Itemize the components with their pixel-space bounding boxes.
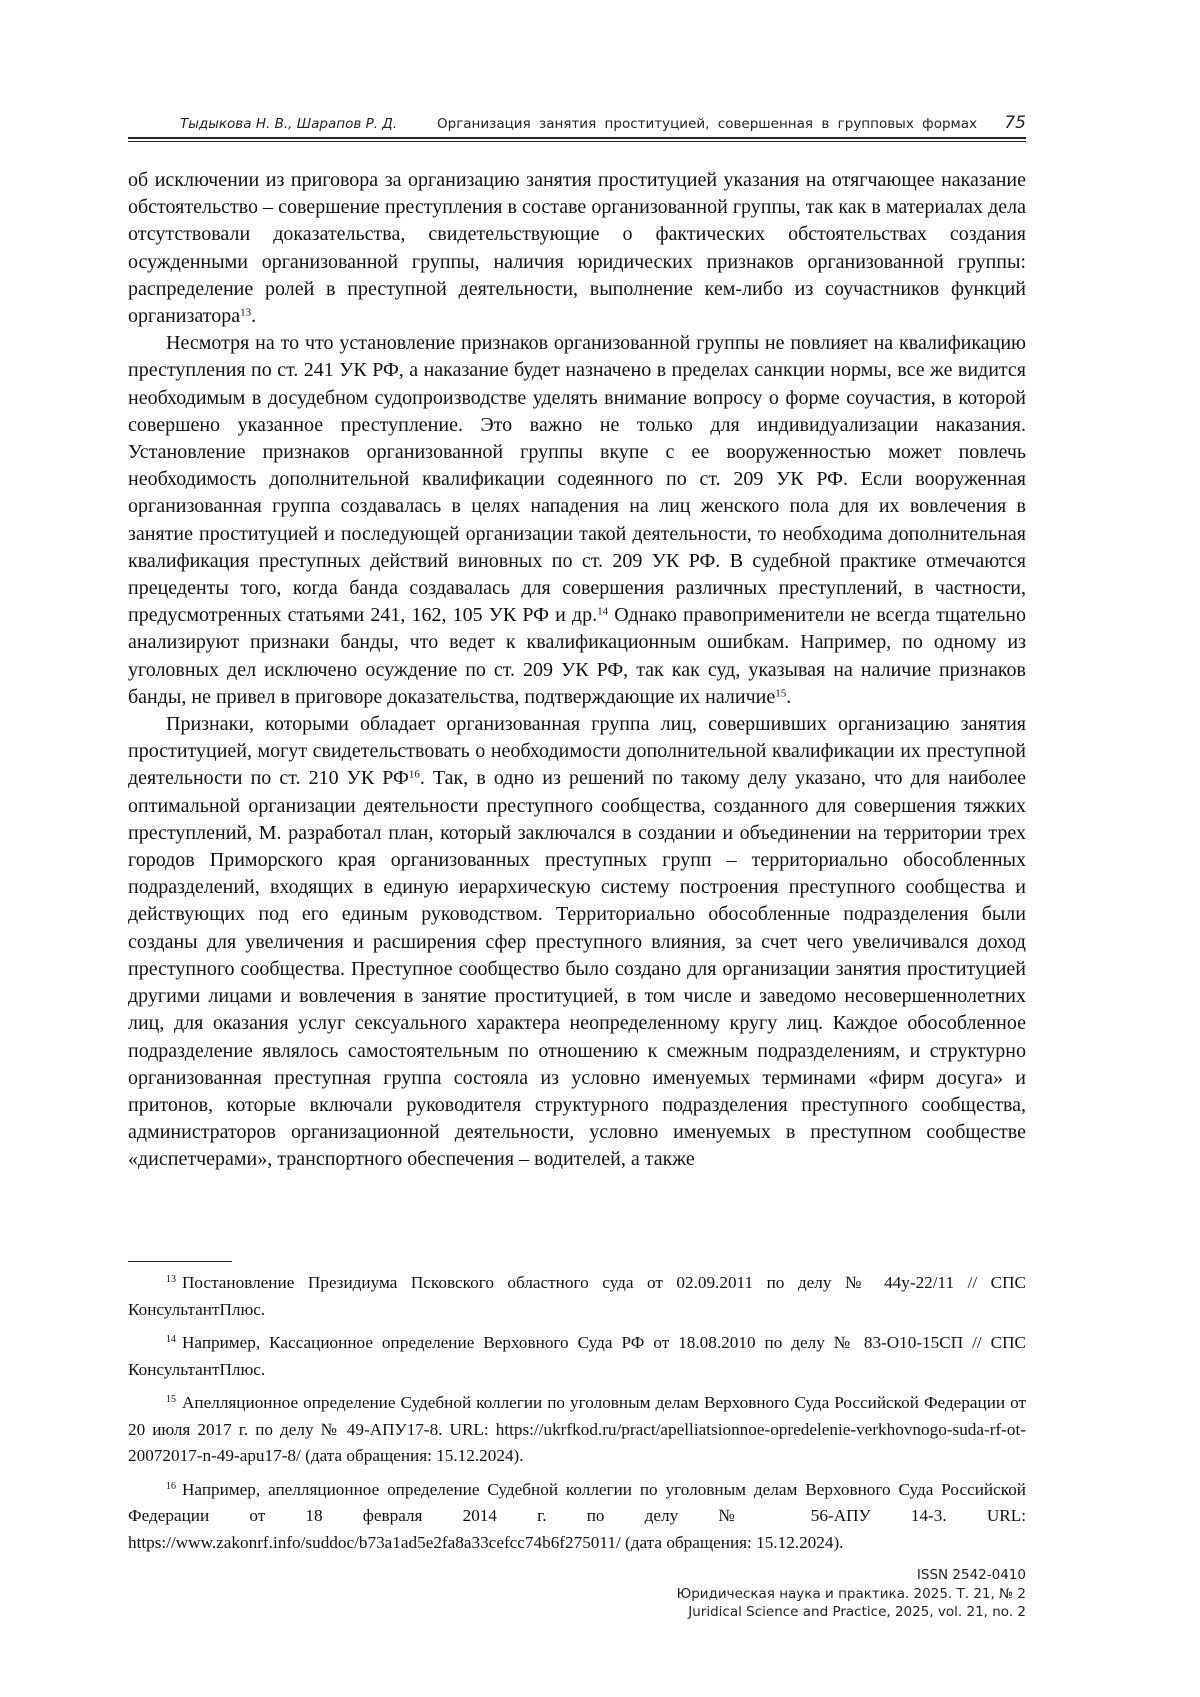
footnote-ref-15[interactable]: 15 (775, 687, 787, 700)
paragraph-2: Несмотря на то что установление признаков организованной группы не повлияет на квалификацию преступления по ст. 241 УК РФ, а наказание будет назначено в пределах санкции нормы, все же видится необходимым в досудебном судопроизводстве уделять внимание вопросу о форме соучастия, в которой совершено указанное преступление. Это важно не только для индивидуализации наказания. Установление признаков организованной группы вкупе с ее вооруженностью может повлечь необходимость дополнительной квалификации содеянного по ст. 209 УК РФ. Если вооруженная организованная группа создавалась в целях нападения на лиц женского пола для их вовлечения в занятие проституцией и последующей организации такой деятельности, то необходима дополнительная квалификация преступных действий виновных по ст. 209 УК РФ. В судебной практике отмечаются прецеденты того, когда банда создавалась для совершения различных преступлений, в частности, предусмотренных статьями 241, 162, 105 УК РФ и др.$^{14}$ Однако правоприменители не всегда тщательно анализируют признаки банды, что ведет к квалификационным ошибкам. Например, по одному из уголовных дел исключено осуждение по ст. 209 УК РФ, так как суд, указывая на наличие признаков банды, не привел в приговоре доказательства, подтверждающие их наличие$^{15}$. (128, 332, 1026, 708)
journal-citation-ru: Юридическая наука и практика. 2025. Т. 21, № 2 (676, 1585, 1026, 1602)
paragraph-1: об исключении из приговора за организацию занятия проституцией указания на отягчающее наказание обстоятельство – совершение преступления в составе организованной группы, так как в материалах дела отсутствовали доказательства, свидетельствующие о фактических обстоятельствах создания осужденными организованной группы, наличия юридических признаков организованной группы: распределение ролей в преступной деятельности, выполнение кем-либо из соучастников функций организатора$^{13}$. (128, 169, 1026, 328)
footnote-16: $^{16}$ Например, апелляционное определение Судебной коллегии по уголовным делам Верховного Суда Российской Федерации от 18 февраля 2014 г. по делу № 56-АПУ 14-3. URL: https://www.zakonrf.info/suddoc/b73a1ad5e2fa8a33cefcc74b6f275011/ (дата обращения: 15.12.2024). (128, 1479, 1026, 1552)
footnote-ref-16[interactable]: 16 (408, 768, 420, 781)
running-head-title: Организация занятия проституцией, совершенная в групповых формах (437, 116, 977, 132)
footnote-ref-14[interactable]: 14 (597, 605, 609, 618)
running-head-authors: Тыдыкова Н. В., Шарапов Р. Д. (180, 116, 398, 132)
footnote-15: $^{15}$ Апелляционное определение Судебной коллегии по уголовным делам Верховного Суда Российской Федерации от 20 июля 2017 г. по делу № 49-АПУ17-8. URL: https://ukrfkod.ru/pract/apelliatsionnoe-opredelenie-verkhovnogo-suda-rf-ot-20072017-n-49-apu17-8/ (дата обращения: 15.12.2024). (128, 1393, 1026, 1465)
running-head (128, 113, 1026, 137)
footnote-separator (128, 1261, 232, 1262)
journal-issn: ISSN 2542-0410 (916, 1567, 1026, 1583)
journal-info (677, 1566, 1026, 1622)
header-rule-thick (128, 137, 1026, 139)
paragraph-3: Признаки, которыми обладает организованная группа лиц, совершивших организацию занятия проституцией, могут свидетельствовать о необходимости дополнительной квалификации их преступной деятельности по ст. 210 УК РФ$^{16}$. Так, в одно из решений по такому делу указано, что для наиболее оптимальной организации деятельности преступного сообщества, созданного для совершения тяжких преступлений, М. разработал план, который заключался в создании и объединении на территории трех городов Приморского края организованных преступных групп – территориально обособленных подразделений, входящих в единую иерархическую систему построения преступного сообщества и действующих под его единым руководством. Территориально обособленные подразделения были созданы для увеличения и расширения сфер преступного влияния, за счет чего увеличивался доход преступного сообщества. Преступное сообщество было создано для организации занятия проституцией другими лицами и вовлечения в занятие проституцией, в том числе и заведомо несовершеннолетних лиц, для оказания услуг сексуального характера неопределенному кругу лиц. Каждое обособленное подразделение являлось самостоятельным по отношению к смежным подразделениям, и структурно организованная преступная группа состояла из условно именуемых терминами «фирм досуга» и притонов, которые включали руководителя структурного подразделения преступного сообщества, администраторов организационной деятельности, условно именуемых в преступном сообществе «диспетчерами», транспортного обеспечения – водителей, а также (128, 713, 1027, 1171)
header-rule-thin (128, 141, 1026, 142)
footnote-ref-13[interactable]: 13 (240, 306, 252, 319)
body-text (128, 167, 1026, 1174)
footnote-13: $^{13}$ Постановление Президиума Псковского областного суда от 02.09.2011 по делу № 44у-22/11 // СПС КонсультантПлюс. (128, 1273, 1026, 1319)
page-number: 75 (1004, 113, 1026, 133)
journal-citation-en: Juridical Science and Practice, 2025, vol. 21, no. 2 (688, 1604, 1026, 1620)
footnotes (128, 1270, 1026, 1563)
footnote-14: $^{14}$ Например, Кассационное определение Верховного Суда РФ от 18.08.2010 по делу № 83-О10-15СП // СПС КонсультантПлюс. (128, 1333, 1026, 1379)
